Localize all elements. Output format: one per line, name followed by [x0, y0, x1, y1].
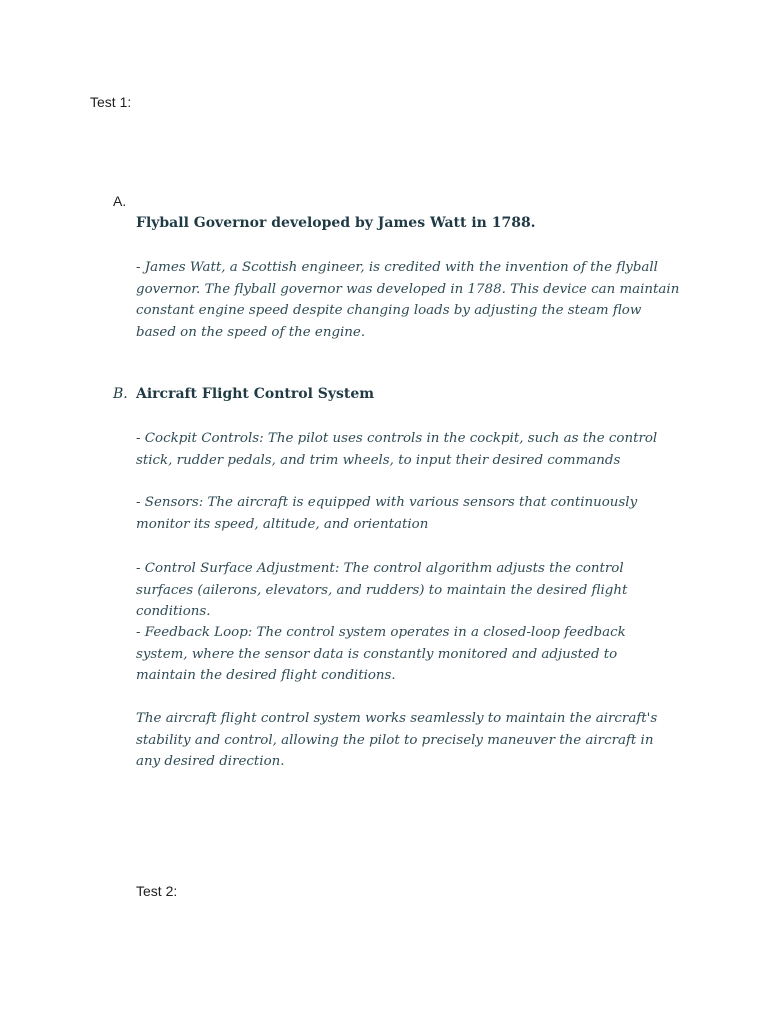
section-a-marker: A. — [113, 193, 127, 209]
section-a-heading: Flyball Governor developed by James Watt in 1788. — [136, 215, 536, 231]
section-b-marker: B. — [113, 386, 128, 402]
sensors-paragraph: - Sensors: The aircraft is equipped with various sensors that continuously monitor its speed, altitude, and orientation — [136, 495, 638, 532]
section-b-heading: Aircraft Flight Control System — [136, 386, 375, 402]
control-surface-paragraph: - Control Surface Adjustment: The control algorithm adjusts the control surfaces (ailerons, elevators, and rudders) to maintain the desired flight conditions. — [136, 561, 628, 619]
cockpit-controls-paragraph: - Cockpit Controls: The pilot uses controls in the cockpit, such as the control stick, rudder pedals, and trim wheels, to input their desired commands — [136, 431, 658, 468]
section-a-paragraph: - James Watt, a Scottish engineer, is credited with the invention of the flyball governor. The flyball governor was developed in 1788. This device can maintain constant engine speed despite changing loads by adjusting the steam flow based on the speed of the engine. — [136, 260, 680, 340]
feedback-loop-paragraph: - Feedback Loop: The control system operates in a closed-loop feedback system, where the sensor data is constantly monitored and adjusted to maintain the desired flight conditions. — [136, 625, 626, 683]
test1-label: Test 1: — [90, 94, 132, 110]
summary-paragraph: The aircraft flight control system works seamlessly to maintain the aircraft's stability and control, allowing the pilot to precisely maneuver the aircraft in any desired direction. — [136, 711, 658, 769]
test2-label: Test 2: — [136, 883, 178, 899]
